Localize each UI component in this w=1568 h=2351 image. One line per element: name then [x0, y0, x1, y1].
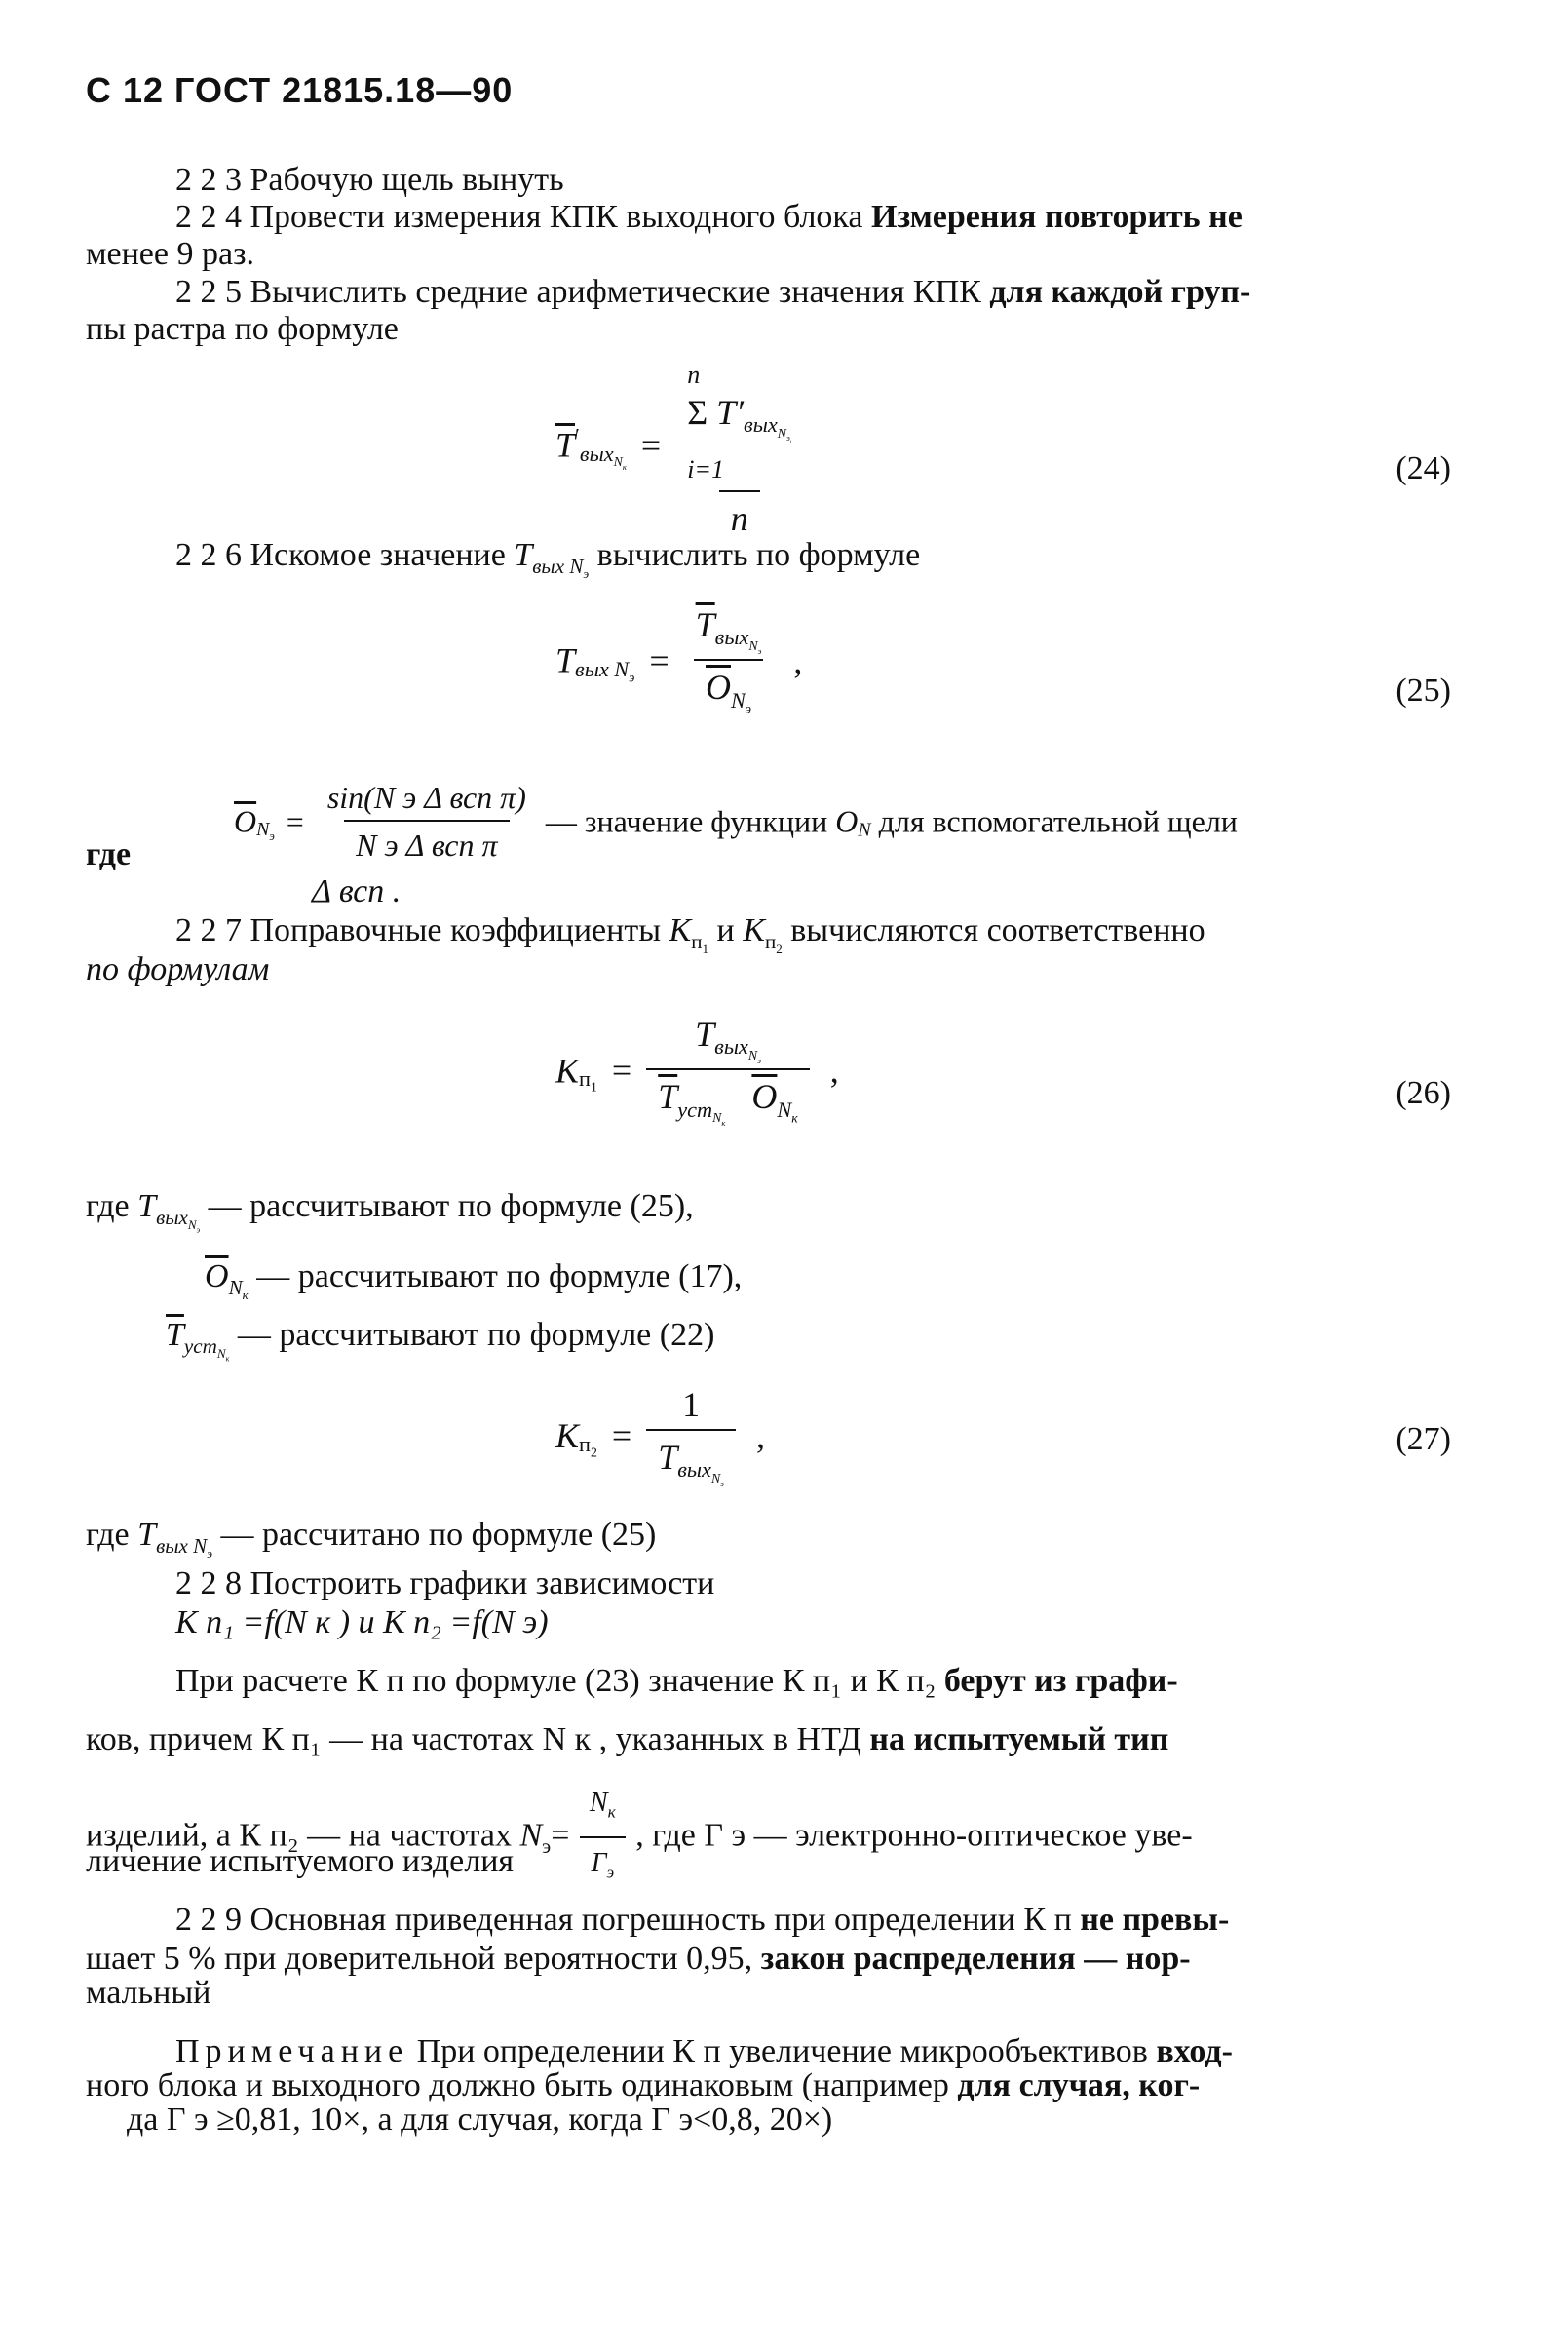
p227-and: и: [716, 912, 735, 948]
calc-l3-tail: , где Г э — электронно-оптическое уве-: [635, 1817, 1193, 1854]
note-label: Примечание: [175, 2033, 409, 2069]
calc-l2-text: ков, причем К п₁ — на частотах N к , указанных в НТД: [86, 1721, 861, 1757]
p224-text: 2 2 4 Провести измерения КПК выходного блока: [175, 199, 863, 235]
page-header: С 12 ГОСТ 21815.18—90: [86, 70, 514, 110]
note-l2-text: ного блока и выходного должно быть одинаковым (например: [86, 2067, 949, 2103]
paragraph-2-2-5-line2: пы растра по формуле: [86, 311, 399, 347]
paragraph-2-2-8-line2: К п₁ =f(N к ) и К п₂ =f(N э): [175, 1604, 549, 1640]
calc-l1-text: При расчете К п по формуле (23) значение К п₁ и К п₂: [175, 1663, 937, 1699]
formula-27: $K_{п_2}$ = $\frac{1}{T_{вых_{N_э}}}$ ,: [555, 1385, 765, 1488]
where3-tail: — рассчитывают по формуле (22): [237, 1317, 715, 1353]
calc-l2-bold: на испытуемый тип: [869, 1721, 1169, 1757]
on-definition: $\overline{O}_{N_э}$ = $\frac{\text{sin(N э Δ всп π)}}{\text{N э Δ всп π}}$ — значение функции $O_N$ для вспомогательной щели: [234, 780, 1238, 863]
paragraph-2-2-9: [175, 1901, 1229, 1940]
where-label: где: [86, 836, 132, 872]
note-l1-text: При определении К п увеличение микрообъективов: [416, 2033, 1148, 2069]
p226-tail: вычислить по формуле: [596, 537, 921, 573]
on-desc-tail: для вспомогательной щели: [878, 803, 1238, 839]
formula-24-number: (24): [1396, 450, 1451, 486]
note-line-2: [86, 2066, 1200, 2105]
paragraph-2-2-9-line3: мальный: [86, 1975, 211, 2011]
formula-24: $\overline{T}'_{вых_{N_к}}$ = n Σ $T'_{вых_{N_{э_i}}}$ i=1 n: [555, 361, 792, 539]
where1-label: где: [86, 1188, 130, 1224]
where4-label: где: [86, 1517, 130, 1553]
paragraph-2-2-6: 2 2 6 Искомое значение $T_{вых N_э}$ вычислить по формуле: [175, 537, 921, 581]
formula-26-number: (26): [1396, 1075, 1451, 1111]
paragraph-2-2-7: 2 2 7 Поправочные коэффициенты $K_{п_1}$ и $K_{п_2}$ вычисляются соответственно: [175, 912, 1205, 956]
where2-tail: — рассчитывают по формуле (17),: [256, 1258, 743, 1294]
calc-line-2: [86, 1720, 1168, 1759]
paragraph-2-2-9-line2: [86, 1940, 1191, 1979]
note-l1-bold: вход-: [1156, 2033, 1233, 2069]
calc-line-3: изделий, а К п₂ — на частотах $N_э=$ $\frac{N_к}{Г_э}$ , где Г э — электронно-оптическое уве-: [86, 1784, 1193, 1892]
on-denominator: N э Δ всп π: [344, 820, 509, 864]
p229-bold: не превы-: [1080, 1902, 1230, 1938]
note-l2-bold: для случая, ког-: [957, 2067, 1201, 2103]
note-line-3: да Г э ≥0,81, 10×, а для случая, когда Г э<0,8, 20×): [127, 2101, 833, 2138]
where-line-1: где $T_{вых_{N_э}}$ — рассчитывают по формуле (25),: [86, 1188, 694, 1235]
where1-tail: — рассчитывают по формуле (25),: [208, 1188, 694, 1224]
delta-vsp: Δ всп .: [312, 873, 402, 909]
calc-line-1: [175, 1662, 1178, 1701]
p227-text: 2 2 7 Поправочные коэффициенты: [175, 912, 662, 948]
note-line-1: [175, 2032, 1233, 2071]
p226-text: 2 2 6 Искомое значение: [175, 537, 506, 573]
p229-text: 2 2 9 Основная приведенная погрешность при определении К п: [175, 1902, 1072, 1938]
formula-27-number: (27): [1396, 1421, 1451, 1457]
paragraph-2-2-4-line2: менее 9 раз.: [86, 236, 255, 272]
p229-l2-bold: закон распределения — нор-: [760, 1941, 1191, 1977]
calc-line-4: личение испытуемого изделия: [86, 1843, 515, 1879]
calc-l1-bold: берут из графи-: [943, 1663, 1178, 1699]
p224-bold: Измерения повторить не: [871, 199, 1243, 235]
where4-tail: — рассчитано по формуле (25): [220, 1517, 657, 1553]
where-line-4: где $T_{вых N_э}$ — рассчитано по формуле (25): [86, 1517, 657, 1561]
paragraph-2-2-4: [175, 198, 1243, 237]
formula-26: $K_{п_1}$ = $\frac{T_{вых_{N_э}}}{\overline{T}_{уст_{N_к}} \overline{O}_{N_к}}$ ,: [555, 1015, 839, 1128]
on-numerator: sin(N э Δ всп π): [326, 780, 526, 815]
paragraph-2-2-5: [175, 273, 1250, 312]
p225-text: 2 2 5 Вычислить средние арифметические значения КПК: [175, 274, 981, 310]
p227-tail: вычисляются соответственно: [790, 912, 1205, 948]
where-line-3: $\overline{T}_{уст_{N_к}}$ — рассчитывают по формуле (22): [166, 1317, 715, 1364]
formula-25-number: (25): [1396, 673, 1451, 709]
p229-l2-text: шает 5 % при доверительной вероятности 0,95,: [86, 1941, 753, 1977]
p225-bold: для каждой груп-: [989, 274, 1251, 310]
paragraph-2-2-8: 2 2 8 Построить графики зависимости: [175, 1565, 715, 1601]
paragraph-2-2-3: 2 2 3 Рабочую щель вынуть: [175, 162, 564, 198]
where-line-2: $\overline{O}_{N_к}$ — рассчитывают по формуле (17),: [205, 1258, 743, 1302]
on-desc: — значение функции: [545, 803, 828, 839]
formula-25: $T_{вых N_э}$ = $\frac{\overline{T}_{вых_{N_э}}}{\overline{O}_{N_э}}$ ,: [555, 605, 803, 716]
calc-l3-text: изделий, а К п₂ — на частотах: [86, 1817, 512, 1854]
paragraph-2-2-7-line2: по формулам: [86, 951, 270, 987]
